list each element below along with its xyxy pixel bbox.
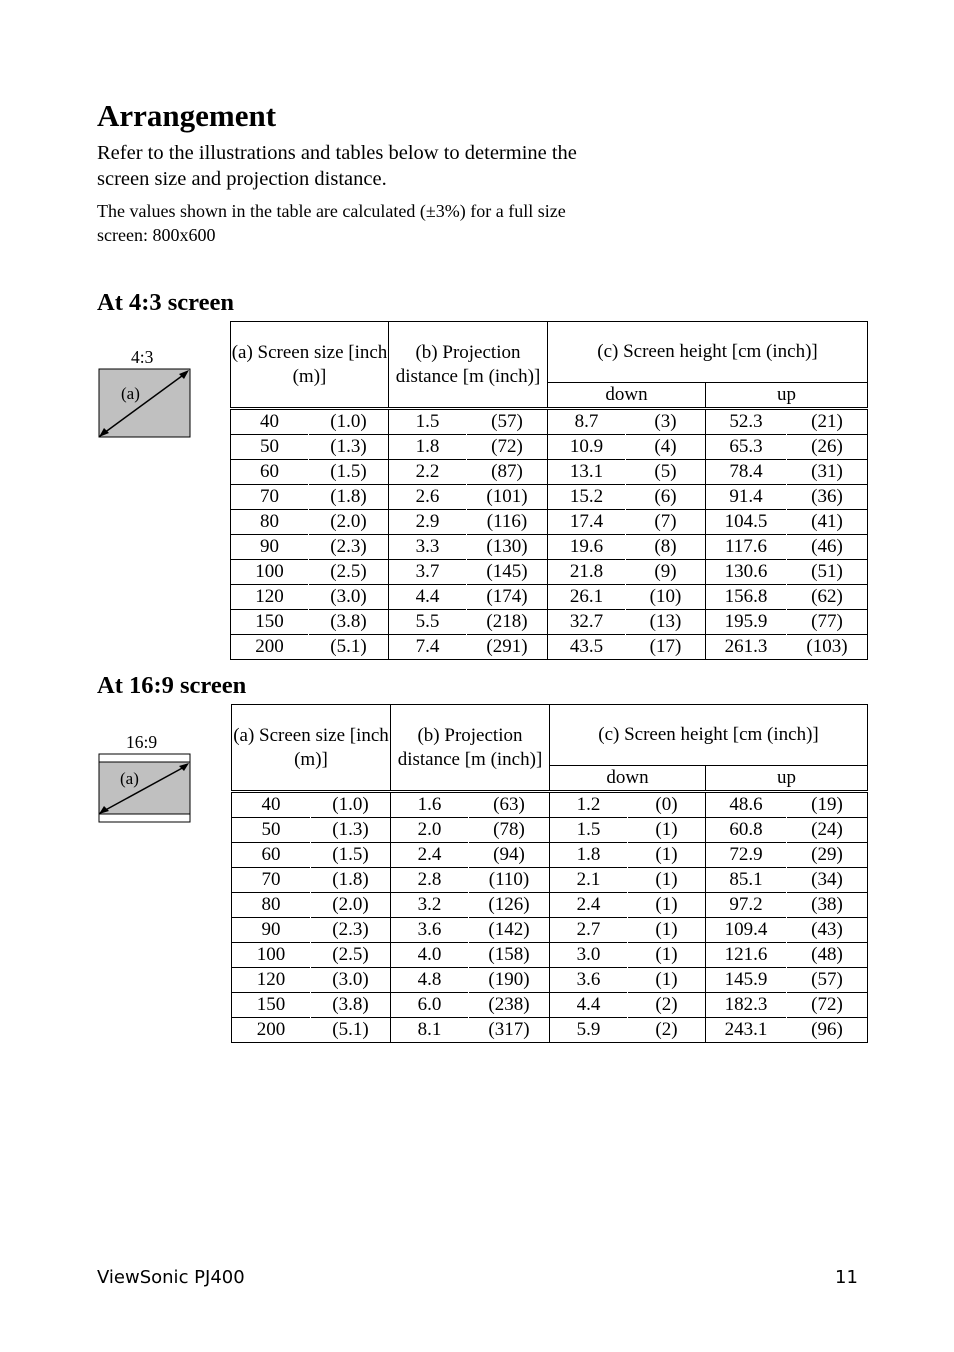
table-cell: 1.6 (391, 792, 469, 818)
header-screen-height: (c) Screen height [cm (inch)] (550, 705, 868, 766)
table-cell: 26.1 (548, 585, 626, 610)
table-cell: (145) (467, 560, 548, 585)
table-cell: 70 (232, 868, 311, 893)
table-cell: (2.3) (311, 918, 391, 943)
table-row (231, 585, 868, 610)
table-cell: (34) (787, 868, 868, 893)
table-cell: (126) (469, 893, 550, 918)
table-body-16-9 (232, 792, 868, 1043)
header-up: up (706, 383, 868, 409)
table-row (232, 918, 868, 943)
table-cell: (1) (628, 818, 706, 843)
table-body-4-3 (231, 409, 868, 660)
table-cell: (2.0) (309, 510, 389, 535)
table-cell: 1.5 (389, 409, 467, 435)
table-cell: 8.1 (391, 1018, 469, 1043)
table-cell: 120 (231, 585, 309, 610)
table-cell: (110) (469, 868, 550, 893)
table-cell: 109.4 (706, 918, 787, 943)
table-cell: 3.2 (391, 893, 469, 918)
table-cell: (1) (628, 918, 706, 943)
table-cell: (3.0) (309, 585, 389, 610)
table-cell: 4.8 (391, 968, 469, 993)
table-cell: (6) (626, 485, 706, 510)
table-cell: (72) (787, 993, 868, 1018)
footer-product-name: ViewSonic PJ400 (97, 1267, 245, 1288)
table-cell: (0) (628, 792, 706, 818)
table-cell: (10) (626, 585, 706, 610)
table-row (231, 610, 868, 635)
table-cell: (158) (469, 943, 550, 968)
table-cell: (5.1) (309, 635, 389, 660)
table-cell: (1) (628, 843, 706, 868)
table-cell: 200 (232, 1018, 311, 1043)
table-cell: (238) (469, 993, 550, 1018)
table-cell: 1.2 (550, 792, 628, 818)
table-cell: 2.6 (389, 485, 467, 510)
table-cell: 60.8 (706, 818, 787, 843)
header-projection-distance: (b) Projection distance [m (inch)] (389, 322, 548, 409)
table-cell: 1.5 (550, 818, 628, 843)
table-cell: 43.5 (548, 635, 626, 660)
table-row (231, 560, 868, 585)
table-row (231, 535, 868, 560)
table-cell: (2.0) (311, 893, 391, 918)
table-cell: 3.0 (550, 943, 628, 968)
table-cell: 65.3 (706, 435, 787, 460)
table-cell: 121.6 (706, 943, 787, 968)
header-up: up (706, 766, 868, 792)
table-cell: (9) (626, 560, 706, 585)
table-cell: (43) (787, 918, 868, 943)
table-cell: 50 (231, 435, 309, 460)
table-cell: 5.5 (389, 610, 467, 635)
table-cell: (1.8) (309, 485, 389, 510)
table-cell: (38) (787, 893, 868, 918)
table-cell: 15.2 (548, 485, 626, 510)
icon-label-a: (a) (120, 769, 139, 788)
projection-table-4-3 (230, 321, 868, 660)
table-cell: 3.7 (389, 560, 467, 585)
table-cell: 80 (232, 893, 311, 918)
projection-table-16-9 (231, 704, 868, 1043)
table-cell: (77) (787, 610, 868, 635)
table-cell: (72) (467, 435, 548, 460)
table-row (231, 460, 868, 485)
header-down: down (550, 766, 706, 792)
table-cell: (57) (467, 409, 548, 435)
table-cell: (94) (469, 843, 550, 868)
table-cell: 78.4 (706, 460, 787, 485)
table-cell: 90 (231, 535, 309, 560)
table-cell: 4.0 (391, 943, 469, 968)
table-cell: 2.7 (550, 918, 628, 943)
table-cell: 2.9 (389, 510, 467, 535)
table-cell: 117.6 (706, 535, 787, 560)
table-cell: 72.9 (706, 843, 787, 868)
table-cell: 70 (231, 485, 309, 510)
table-row (232, 868, 868, 893)
table-cell: 85.1 (706, 868, 787, 893)
table-cell: 80 (231, 510, 309, 535)
table-cell: 195.9 (706, 610, 787, 635)
table-cell: 7.4 (389, 635, 467, 660)
table-cell: (3.8) (311, 993, 391, 1018)
table-row (232, 792, 868, 818)
table-cell: 130.6 (706, 560, 787, 585)
table-cell: 6.0 (391, 993, 469, 1018)
table-cell: (5.1) (311, 1018, 391, 1043)
table-cell: 150 (232, 993, 311, 1018)
table-cell: (1.5) (309, 460, 389, 485)
table-cell: 100 (231, 560, 309, 585)
table-row (231, 409, 868, 435)
table-cell: (57) (787, 968, 868, 993)
table-cell: (4) (626, 435, 706, 460)
table-cell: 2.2 (389, 460, 467, 485)
table-cell: 261.3 (706, 635, 787, 660)
table-cell: (103) (787, 635, 868, 660)
screen-diagonal-16-9-icon (98, 753, 192, 824)
header-screen-size: (a) Screen size [inch (m)] (232, 705, 391, 792)
table-cell: (31) (787, 460, 868, 485)
table-cell: (130) (467, 535, 548, 560)
table-cell: (2) (628, 993, 706, 1018)
header-projection-distance: (b) Projection distance [m (inch)] (391, 705, 550, 792)
table-cell: (87) (467, 460, 548, 485)
table-cell: 182.3 (706, 993, 787, 1018)
table-cell: (142) (469, 918, 550, 943)
table-cell: (13) (626, 610, 706, 635)
table-row (232, 968, 868, 993)
section-heading-4-3: At 4:3 screen (97, 289, 234, 316)
table-cell: 156.8 (706, 585, 787, 610)
table-cell: (19) (787, 792, 868, 818)
table-cell: (62) (787, 585, 868, 610)
table-cell: 3.3 (389, 535, 467, 560)
table-cell: 10.9 (548, 435, 626, 460)
table-cell: (1) (628, 968, 706, 993)
table-cell: 50 (232, 818, 311, 843)
table-cell: (1) (628, 943, 706, 968)
table-cell: (1) (628, 893, 706, 918)
table-cell: 4.4 (389, 585, 467, 610)
table-cell: (41) (787, 510, 868, 535)
table-cell: 90 (232, 918, 311, 943)
footer-page-number: 11 (835, 1267, 858, 1288)
table-cell: (78) (469, 818, 550, 843)
table-cell: (8) (626, 535, 706, 560)
table-cell: (1.8) (311, 868, 391, 893)
table-row (231, 635, 868, 660)
table-cell: 32.7 (548, 610, 626, 635)
table-cell: 48.6 (706, 792, 787, 818)
table-cell: 100 (232, 943, 311, 968)
table-cell: (218) (467, 610, 548, 635)
table-cell: 1.8 (389, 435, 467, 460)
table-cell: 4.4 (550, 993, 628, 1018)
table-cell: 150 (231, 610, 309, 635)
table-cell: (2.3) (309, 535, 389, 560)
table-cell: 2.8 (391, 868, 469, 893)
table-cell: (190) (469, 968, 550, 993)
table-cell: 97.2 (706, 893, 787, 918)
table-cell: (2.5) (309, 560, 389, 585)
table-cell: 2.1 (550, 868, 628, 893)
table-cell: 60 (232, 843, 311, 868)
header-down: down (548, 383, 706, 409)
table-cell: 13.1 (548, 460, 626, 485)
table-row (232, 818, 868, 843)
header-screen-height: (c) Screen height [cm (inch)] (548, 322, 868, 383)
table-cell: (101) (467, 485, 548, 510)
table-row (231, 435, 868, 460)
table-cell: 2.4 (391, 843, 469, 868)
page-title: Arrangement (97, 98, 277, 133)
table-cell: 145.9 (706, 968, 787, 993)
table-cell: 60 (231, 460, 309, 485)
table-cell: (7) (626, 510, 706, 535)
ratio-label-16-9: 16:9 (126, 732, 158, 752)
table-cell: 91.4 (706, 485, 787, 510)
table-cell: 104.5 (706, 510, 787, 535)
table-cell: 21.8 (548, 560, 626, 585)
calculation-note: The values shown in the table are calculated (±3%) for a full size screen: 800x600 (97, 201, 566, 245)
table-cell: (1.0) (311, 792, 391, 818)
table-cell: (291) (467, 635, 548, 660)
table-cell: (1.3) (311, 818, 391, 843)
table-row (232, 943, 868, 968)
table-cell: (51) (787, 560, 868, 585)
table-cell: (3.8) (309, 610, 389, 635)
header-screen-size: (a) Screen size [inch (m)] (231, 322, 389, 409)
table-cell: (317) (469, 1018, 550, 1043)
ratio-label-4-3: 4:3 (131, 347, 154, 367)
table-cell: (3.0) (311, 968, 391, 993)
table-cell: (2.5) (311, 943, 391, 968)
table-cell: (2) (628, 1018, 706, 1043)
table-cell: (17) (626, 635, 706, 660)
table-row (232, 843, 868, 868)
table-cell: (26) (787, 435, 868, 460)
table-cell: 2.0 (391, 818, 469, 843)
table-cell: (5) (626, 460, 706, 485)
table-cell: (1.0) (309, 409, 389, 435)
screen-diagonal-4-3-icon (98, 368, 192, 439)
table-cell: (174) (467, 585, 548, 610)
table-cell: 3.6 (391, 918, 469, 943)
table-cell: (96) (787, 1018, 868, 1043)
table-row (232, 993, 868, 1018)
table-row (232, 1018, 868, 1043)
table-row (231, 485, 868, 510)
table-cell: (29) (787, 843, 868, 868)
table-cell: 17.4 (548, 510, 626, 535)
table-cell: (36) (787, 485, 868, 510)
table-cell: 8.7 (548, 409, 626, 435)
table-row (232, 893, 868, 918)
icon-label-a: (a) (121, 384, 140, 403)
table-cell: 200 (231, 635, 309, 660)
table-cell: 19.6 (548, 535, 626, 560)
table-cell: 2.4 (550, 893, 628, 918)
table-cell: (46) (787, 535, 868, 560)
table-cell: (3) (626, 409, 706, 435)
table-cell: 243.1 (706, 1018, 787, 1043)
section-heading-16-9: At 16:9 screen (97, 672, 247, 699)
table-cell: (116) (467, 510, 548, 535)
table-cell: 120 (232, 968, 311, 993)
table-cell: (24) (787, 818, 868, 843)
table-cell: (63) (469, 792, 550, 818)
table-cell: (1.3) (309, 435, 389, 460)
table-cell: 40 (231, 409, 309, 435)
table-cell: 5.9 (550, 1018, 628, 1043)
table-cell: 1.8 (550, 843, 628, 868)
table-cell: (21) (787, 409, 868, 435)
table-cell: (1) (628, 868, 706, 893)
intro-text: Refer to the illustrations and tables below to determine the screen size and projection distance. (97, 142, 577, 190)
table-cell: 52.3 (706, 409, 787, 435)
table-cell: 3.6 (550, 968, 628, 993)
table-cell: (1.5) (311, 843, 391, 868)
table-cell: 40 (232, 792, 311, 818)
table-row (231, 510, 868, 535)
table-cell: (48) (787, 943, 868, 968)
